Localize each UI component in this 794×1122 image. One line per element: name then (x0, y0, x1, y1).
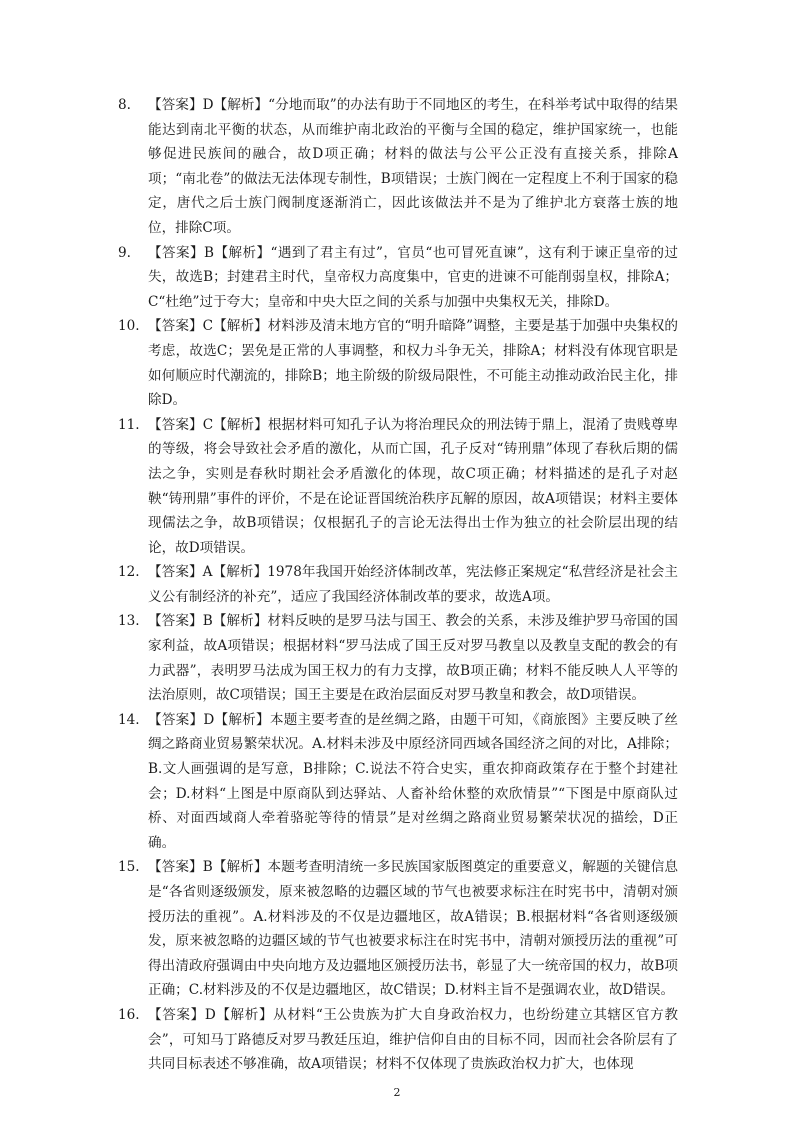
answer-item-11 (118, 413, 678, 561)
answer-item-9 (118, 241, 678, 315)
item-number: 14. (118, 711, 140, 728)
item-number: 12. (118, 564, 140, 581)
item-number: 16. (118, 1006, 140, 1023)
answer-item-10 (118, 314, 678, 412)
item-text: 【答案】B【解析】“遇到了君主有过”，官员“也可冒死直谏”，这有利于谏正皇帝的过失，故选B；封建君主时代，皇帝权力高度集中，官吏的进谏不可能削弱皇权，排除A；C“杜绝”过于夸大；皇帝和中央大臣之间的关系与加强中央集权无关，排除D。 (148, 244, 678, 310)
item-number: 8. (118, 97, 131, 113)
answer-item-15 (118, 855, 678, 1003)
answer-list (118, 93, 678, 1077)
item-number: 13. (118, 613, 140, 630)
item-text: 【答案】B【解析】本题考查明清统一多民族国家版图奠定的重要意义，解题的关键信息是“各省则逐级颁发，原来被忽略的边疆区域的节气也被要求标注在时宪书中，清朝对颁授历法的重视”。A.材料涉及的不仅是边疆地区，故A错误；B.根据材料“各省则逐级颁发，原来被忽略的边疆区域的节气也被要求标注在时宪书中，清朝对颁授历法的重视”可得出清政府强调由中央向地方及边疆地区颁授历法书，彰显了大一统帝国的权力，故B项正确；C.材料涉及的不仅是边疆地区，故C错误；D.材料主旨不是强调农业，故D错误。 (148, 859, 678, 999)
page-number: 2 (393, 1086, 401, 1099)
item-text: 【答案】C【解析】根据材料可知孔子认为将治理民众的刑法铸于鼎上，混淆了贵贱尊卑的等级，将会导致社会矛盾的激化，从而亡国，孔子反对“铸刑鼎”体现了春秋后期的儒法之争，实则是春秋时期社会矛盾激化的体现，故C项正确；材料描述的是孔子对赵鞅“铸刑鼎”事件的评价，不是在论证晋国统治秩序瓦解的原因，故A项错误；材料主要体现儒法之争，故B项错误；仅根据孔子的言论无法得出士作为独立的社会阶层出现的结论，故D项错误。 (148, 416, 678, 556)
item-number: 9. (118, 244, 131, 261)
answer-item-12 (118, 560, 678, 609)
item-text: 【答案】D【解析】从材料“王公贵族为扩大自身政治权力，也纷纷建立其辖区官方教会”，可知马丁路德反对罗马教廷压迫，维护信仰自由的目标不同，因而社会各阶层有了共同目标表述不够准确，故A项错误；材料不仅体现了贵族政治权力扩大，也体现 (148, 1006, 678, 1073)
item-number: 11. (118, 416, 140, 433)
item-number: 15. (118, 859, 140, 876)
item-text: 【答案】D【解析】本题主要考查的是丝绸之路，由题干可知，《商旅图》主要反映了丝绸之路商业贸易繁荣状况。A.材料未涉及中原经济同西域各国经济之间的对比，A排除；B.文人画强调的是写意，B排除；C.说法不符合史实，重农抑商政策存在于整个封建社会；D.材料“上图是中原商队到达驿站、人畜补给休整的欢欣情景”“下图是中原商队过桥、对面西域商人牵着骆驼等待的情景”是对丝绸之路商业贸易繁荣状况的描绘，D正确。 (148, 711, 678, 851)
item-text: 【答案】A【解析】1978年我国开始经济体制改革，宪法修正案规定“私营经济是社会主义公有制经济的补充”，适应了我国经济体制改革的要求，故选A项。 (148, 564, 678, 605)
answer-item-8 (118, 93, 678, 241)
item-number: 10. (118, 318, 140, 335)
item-text: 【答案】B【解析】材料反映的是罗马法与国王、教会的关系，未涉及维护罗马帝国的国家利益，故A项错误；根据材料“罗马法成了国王反对罗马教皇以及教皇支配的教会的有力武器”，表明罗马法成为国王权力的有力支撑，故B项正确；材料不能反映人人平等的法治原则，故C项错误；国王主要是在政治层面反对罗马教皇和教会，故D项错误。 (148, 613, 678, 704)
answer-item-16 (118, 1003, 678, 1077)
answer-item-14 (118, 708, 678, 856)
item-text: 【答案】C【解析】材料涉及清末地方官的“明升暗降”调整，主要是基于加强中央集权的考虑，故选C；罢免是正常的人事调整，和权力斗争无关，排除A；材料没有体现官职是如何顺应时代潮流的，排除B；地主阶级的阶级局限性，不可能主动推动政治民主化，排除D。 (148, 318, 678, 409)
answer-item-13 (118, 609, 678, 707)
item-text: 【答案】D【解析】“分地而取”的办法有助于不同地区的考生，在科举考试中取得的结果能达到南北平衡的状态，从而维护南北政治的平衡与全国的稳定，维护国家统一，也能够促进民族间的融合，故D项正确；材料的做法与公平公正没有直接关系，排除A项；“南北卷”的做法无法体现专制性，B项错误；士族门阀在一定程度上不利于国家的稳定，唐代之后士族门阀制度逐渐消亡，因此该做法并不是为了维护北方衰落士族的地位，排除C项。 (148, 97, 678, 236)
